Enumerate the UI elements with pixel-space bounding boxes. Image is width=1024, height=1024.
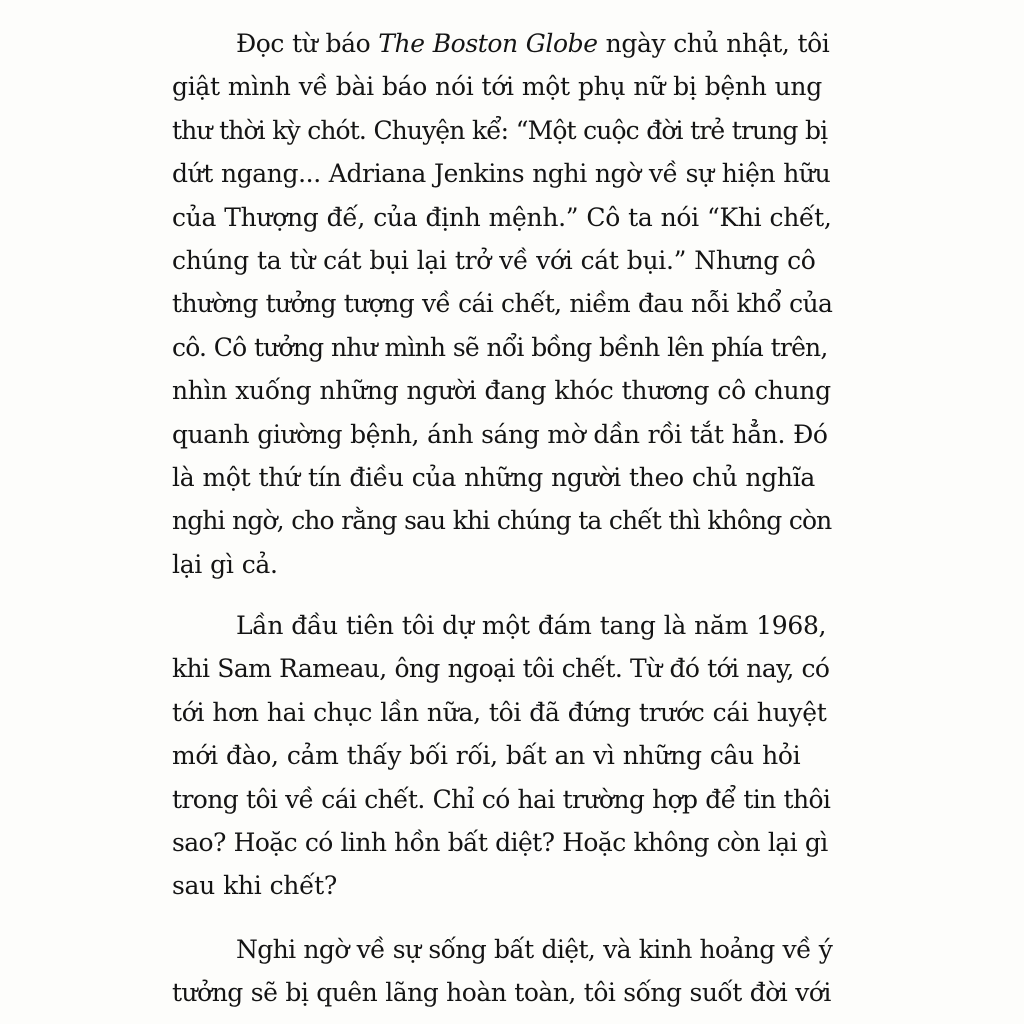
paragraph-3 bbox=[172, 928, 832, 1015]
paragraph-line: sau khi chết? bbox=[172, 871, 338, 901]
paragraph-line: thường tưởng tượng về cái chết, niềm đau nỗi khổ của bbox=[172, 289, 833, 319]
text-run: Đọc từ báo bbox=[236, 29, 379, 58]
paragraph-line: Nghi ngờ về sự sống bất diệt, và kinh hoảng về ý bbox=[236, 935, 833, 964]
paragraph-line: khi Sam Rameau, ông ngoại tôi chết. Từ đó tới nay, có bbox=[172, 654, 830, 684]
paragraph-line: trong tôi về cái chết. Chỉ có hai trường hợp để tin thôi bbox=[172, 784, 831, 814]
paragraph-line: thư thời kỳ chót. Chuyện kể: “Một cuộc đời trẻ trung bị bbox=[172, 115, 828, 145]
text-run: ngày chủ nhật, tôi bbox=[597, 29, 830, 58]
paragraph-2 bbox=[172, 604, 832, 908]
paragraph-line: nhìn xuống những người đang khóc thương cô chung bbox=[172, 376, 831, 406]
paragraph-line bbox=[172, 22, 832, 65]
paragraph-line: chúng ta từ cát bụi lại trở về với cát bụi.” Nhưng cô bbox=[172, 245, 816, 275]
paragraph-line: mới đào, cảm thấy bối rối, bất an vì những câu hỏi bbox=[172, 741, 801, 771]
paragraph-line: dứt ngang... Adriana Jenkins nghi ngờ về sự hiện hữu bbox=[172, 159, 831, 189]
paragraph-line: tới hơn hai chục lần nữa, tôi đã đứng trước cái huyệt bbox=[172, 697, 827, 727]
paragraph-line: lại gì cả. bbox=[172, 549, 278, 579]
paragraph-line: nghi ngờ, cho rằng sau khi chúng ta chết thì không còn bbox=[172, 506, 832, 536]
paragraph-line: Lần đầu tiên tôi dự một đám tang là năm 1968, bbox=[236, 611, 827, 640]
paragraph-line: giật mình về bài báo nói tới một phụ nữ bị bệnh ung bbox=[172, 72, 822, 102]
paragraph-1 bbox=[172, 22, 832, 586]
paragraph-line: cô. Cô tưởng như mình sẽ nổi bồng bềnh lên phía trên, bbox=[172, 332, 828, 362]
paragraph-line: tưởng sẽ bị quên lãng hoàn toàn, tôi sống suốt đời với bbox=[172, 978, 831, 1008]
paragraph-line: sao? Hoặc có linh hồn bất diệt? Hoặc không còn lại gì bbox=[172, 827, 828, 857]
paragraph-line: của Thượng đế, của định mệnh.” Cô ta nói “Khi chết, bbox=[172, 202, 832, 232]
newspaper-title: The Boston Globe bbox=[378, 29, 598, 58]
paragraph-line: là một thứ tín điều của những người theo chủ nghĩa bbox=[172, 462, 816, 492]
paragraph-line: quanh giường bệnh, ánh sáng mờ dần rồi tắt hẳn. Đó bbox=[172, 419, 828, 449]
